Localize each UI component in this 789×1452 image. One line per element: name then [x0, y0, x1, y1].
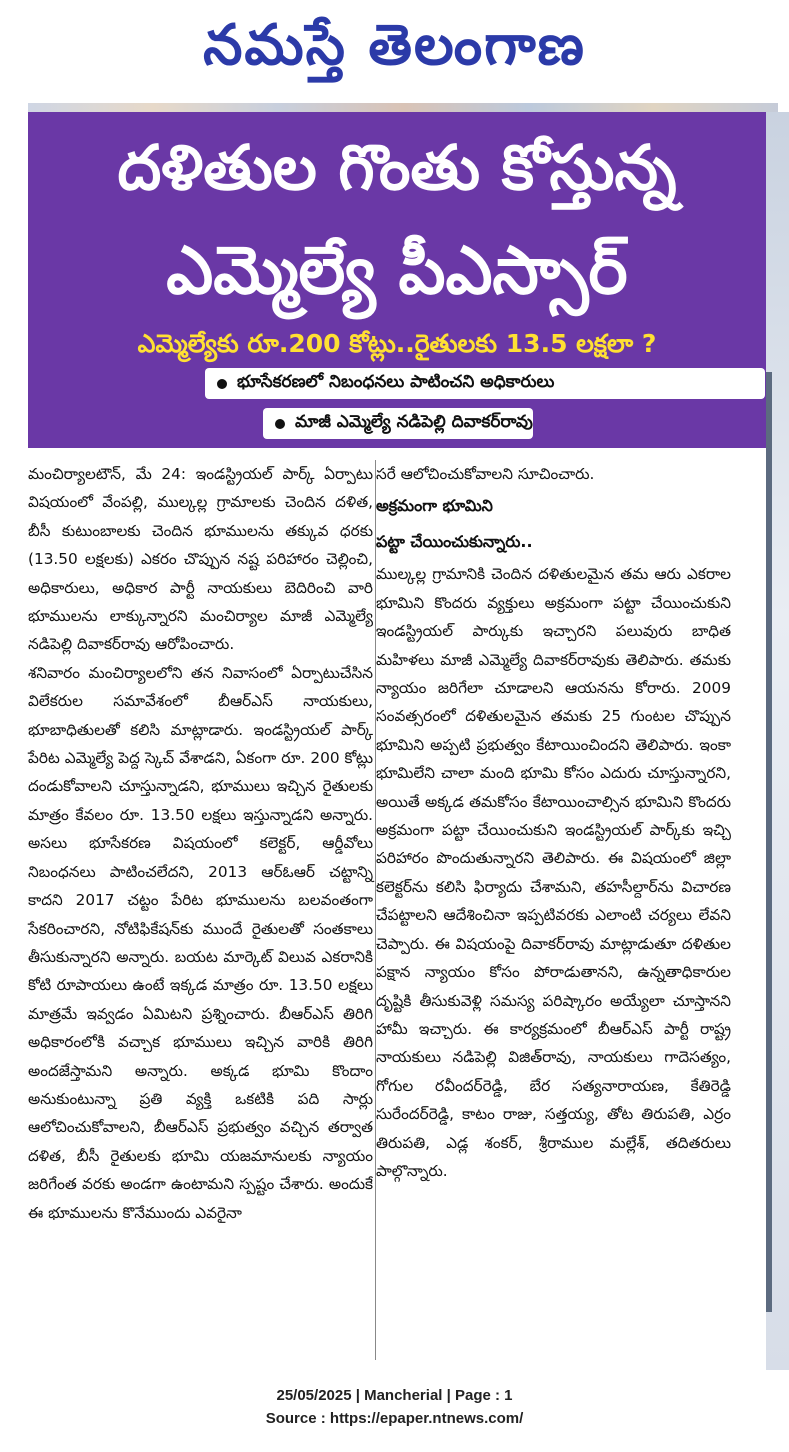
article-column-right: [376, 460, 731, 1185]
footer-source: Source : https://epaper.ntnews.com/: [265, 1410, 524, 1427]
bullet-text: మాజీ ఎమ్మెల్యే నడిపెల్లి దివాకర్‌రావు: [295, 411, 533, 432]
bullet-point-1: [205, 368, 765, 399]
side-photo-strip: [766, 112, 789, 1370]
bullet-text: భూసేకరణలో నిబంధనలు పాటించని అధికారులు: [237, 371, 555, 392]
article-paragraph: శనివారం మంచిర్యాలలోని తన నివాసంలో ఏర్పాటుచేసిన విలేకరుల సమావేశంలో బీఆర్‌ఎస్ నాయకులు, భూబాధితులతో కలిసి మాట్లాడారు. ఇండస్ట్రియల్ పార్క్ పేరిట ఎమ్మెల్యే పెద్ద స్కెచ్ వేశాడని, ఏకంగా రూ. 200 కోట్లు దండుకోవాలని చూస్తున్నాడని, భూములు ఇచ్చిన రైతులకు మాత్రం కేవలం రూ. 13.50 లక్షలు ఇస్తున్నాడని అన్నారు. అసలు భూసేకరణ విషయంలో కలెక్టర్, ఆర్డీవోలు నిబంధనలు పాటించలేదని, 2013 ఆర్‌ఓఆర్ చట్టాన్ని కాదని 2017 చట్టం పేరిట భూములను బలవంతంగా సేకరించారని, నోటిఫికేషన్‌కు ముందే రైతులతో సంతకాలు తీసుకున్నారని అన్నారు. బయట మార్కెట్ విలువ ఎకరానికి కోటి రూపాయలు ఉంటే ఇక్కడ మాత్రం రూ. 13.50 లక్షలు మాత్రమే ఇవ్వడం ఏమిటని ప్రశ్నించారు. బీఆర్‌ఎస్ తిరిగి అధికారంలోకి వచ్చాక భూములు ఇచ్చిన వారికి తిరిగి అందజేస్తామని అన్నారు. అక్కడ భూమి కొందాం అనుకుంటున్నా ప్రతి వ్యక్తి ఒకటికి పది సార్లు ఆలోచించుకోవాలని, బీఆర్‌ఎస్ ప్రభుత్వం వచ్చిన తర్వాత దళిత, బీసీ రైతులకు భూమి యజమానులకు న్యాయం జరిగేంత వరకు అండగా ఉంటామని స్పష్టం చేశారు. అందుకే ఈ భూములను కొనేముందు ఎవరైనా: [28, 663, 373, 1222]
headline-banner: [28, 112, 766, 448]
article-paragraph: మంచిర్యాలటౌన్, మే 24: ఇండస్ట్రియల్ పార్క్ ఏర్పాటు విషయంలో వేంపల్లి, ముల్కల్ల గ్రామాలకు చెందిన దళిత, బీసీ కుటుంబాలకు చెందిన భూములను తక్కువ ధరకు (13.50 లక్షలకు) ఎకరం చొప్పున నష్ట పరిహారం చెల్లించి, అధికారులు, అధికార పార్టీ నాయకులు బెదిరించి వారి భూములను లాక్కున్నారని మంచిర్యాల మాజీ ఎమ్మెల్యే నడిపెల్లి దివాకర్‌రావు ఆరోపించారు.: [28, 465, 373, 654]
masthead-title: నమస్తే తెలంగాణ: [203, 12, 586, 78]
headline-line-2: ఎమ్మెల్యే పీఎస్సార్: [166, 232, 628, 309]
masthead: [0, 0, 789, 96]
subheading-line-1: అక్రమంగా భూమిని: [376, 496, 493, 516]
subhead: ఎమ్మెల్యేకు రూ.200 కోట్లు..రైతులకు 13.5 లక్షలా ?: [137, 329, 657, 358]
subheading-line-2: పట్టా చేయించుకున్నారు..: [376, 532, 533, 552]
footer-date-edition: 25/05/2025 | Mancherial | Page : 1: [276, 1387, 513, 1404]
bullet-dot-icon: [217, 379, 227, 389]
bullet-point-2: [263, 408, 533, 439]
article-paragraph: ముల్కల్ల గ్రామానికి చెందిన దళితులమైన తమ ఆరు ఎకరాల భూమిని కొందరు వ్యక్తులు అక్రమంగా పట్టా చేయించుకుని ఇండస్ట్రియల్ పార్కుకు ఇచ్చారని పలువురు బాధిత మహిళలు మాజీ ఎమ్మెల్యే దివాకర్‌రావుకు తెలిపారు. తమకు న్యాయం జరిగేలా చూడాలని ఆయనను కోరారు. 2009 సంవత్సరంలో దళితులమైన తమకు 25 గుంటల చొప్పున భూమిని అప్పటి ప్రభుత్వం కేటాయించిందని తెలిపారు. ఇంకా భూమిలేని చాలా మంది భూమి కోసం ఎదురు చూస్తున్నారని, అయితే అక్కడ తమకోసం కేటాయించాల్సిన భూమిని కొందరు అక్రమంగా పట్టా చేయించుకుని ఇండస్ట్రియల్ పార్క్‌కు ఇచ్చి పరిహారం పొందుతున్నారని తెలిపారు. ఈ విషయంలో జిల్లా కలెక్టర్‌ను కలిసి ఫిర్యాదు చేశామని, తహసీల్దార్‌ను విచారణ చేపట్టాలని ఆదేశించినా ఇప్పటివరకు ఎలాంటి చర్యలు లేవని చెప్పారు. ఈ విషయంపై దివాకర్‌రావు మాట్లాడుతూ దళితుల పక్షాన న్యాయం కోసం పోరాడుతానని, ఉన్నతాధికారుల దృష్టికి తీసుకువెళ్లి సమస్య పరిష్కారం అయ్యేలా చూస్తానని హామీ ఇచ్చారు. ఈ కార్యక్రమంలో బీఆర్‌ఎస్ పార్టీ రాష్ట్ర నాయకులు నడిపెల్లి విజిత్‌రావు, నాయకులు గాదెసత్యం, గోగుల రవీందర్‌రెడ్డి, బేర సత్యనారాయణ, కేతిరెడ్డి సురేందర్‌రెడ్డి, కాటం రాజు, సత్తయ్య, తోట తిరుపతి, ఎర్రం తిరుపతి, ఎడ్ల శంకర్, శ్రీరాముల మల్లేశ్, తదితరులు పాల్గొన్నారు.: [376, 565, 731, 1180]
article-column-left: [28, 460, 373, 1227]
bullet-dot-icon: [275, 419, 285, 429]
headline-line-1: దళితుల గొంతు కోస్తున్న: [117, 131, 677, 204]
article-paragraph: సరే ఆలోచించుకోవాలని సూచించారు.: [376, 465, 595, 483]
